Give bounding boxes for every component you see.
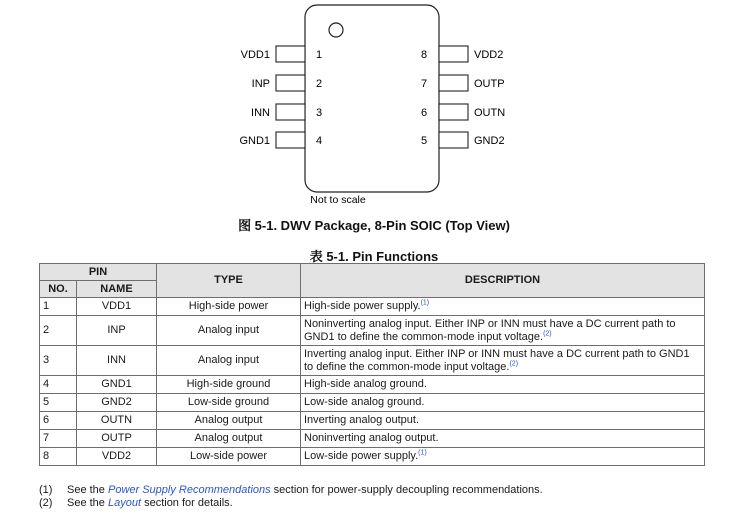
pin-no: 3 [40, 346, 77, 376]
pin-description [301, 346, 705, 376]
pin-lead [276, 75, 305, 91]
name-header: NAME [77, 281, 157, 298]
pin-type: High-side ground [157, 376, 301, 394]
package-diagram [0, 0, 748, 212]
pin-number: 3 [316, 107, 323, 119]
type-header: TYPE [157, 264, 301, 298]
pin-type: Analog input [157, 346, 301, 376]
pin-no: 4 [40, 376, 77, 394]
footnote-number: (1) [39, 484, 53, 496]
pin-name: GND1 [77, 376, 157, 394]
description-text: Inverting analog output. [304, 414, 419, 426]
table-row [40, 298, 705, 316]
pin-no: 6 [40, 412, 77, 430]
pin-description [301, 298, 705, 316]
pin-number: 8 [421, 49, 428, 61]
pin-lead [439, 132, 468, 148]
pin-no: 8 [40, 448, 77, 466]
pin-description [301, 412, 705, 430]
pin-lead [439, 104, 468, 120]
pin-no: 2 [40, 316, 77, 346]
pin-description [301, 316, 705, 346]
pin-header: PIN [40, 264, 157, 281]
table-row [40, 430, 705, 448]
pin-name: OUTN [77, 412, 157, 430]
pin-name: VDD1 [77, 298, 157, 316]
footnote-text-post: section for details. [141, 497, 233, 509]
pin-type: Analog output [157, 430, 301, 448]
pin-name: VDD1 [240, 49, 270, 61]
pin-name: OUTP [474, 78, 505, 90]
description-text: Noninverting analog input. Either INP or INN must have a DC current path to GND1 to define the common-mode input voltage. [304, 317, 676, 343]
pin1-marker [329, 23, 343, 37]
pin-number: 1 [316, 49, 323, 61]
power-supply-recommendations-link[interactable]: Power Supply Recommendations [107, 484, 271, 496]
pin-type: High-side power [157, 298, 301, 316]
pin-name: INP [251, 78, 270, 90]
pin-name: OUTN [474, 107, 506, 119]
scale-note: Not to scale [310, 194, 366, 206]
pin-lead [439, 75, 468, 91]
pin-name: INP [77, 316, 157, 346]
description-text: Noninverting analog output. [304, 432, 439, 444]
table-row [40, 394, 705, 412]
table-caption: 表 5-1. Pin Functions [309, 249, 439, 264]
pin-name: GND1 [239, 135, 270, 147]
description-text: High-side analog ground. [304, 378, 427, 390]
footnote-ref[interactable]: (1) [418, 449, 427, 457]
footnote-text-pre: See the [67, 497, 108, 509]
pin-functions-table [39, 263, 705, 466]
footnote-ref[interactable]: (2) [543, 329, 552, 337]
pin-number: 6 [421, 107, 428, 119]
layout-link[interactable]: Layout [107, 497, 142, 509]
pin-number: 4 [316, 135, 323, 147]
footnote-1 [39, 484, 543, 496]
description-header: DESCRIPTION [301, 264, 705, 298]
description-text: High-side power supply. [304, 300, 421, 312]
footnote-text-post: section for power-supply decoupling recommendations. [270, 484, 543, 496]
pin-description [301, 448, 705, 466]
pin-no: 1 [40, 298, 77, 316]
pin-description [301, 394, 705, 412]
no-header: NO. [40, 281, 77, 298]
pin-lead [276, 46, 305, 62]
table-row [40, 316, 705, 346]
table-row [40, 376, 705, 394]
pin-type: Analog output [157, 412, 301, 430]
description-text: Low-side analog ground. [304, 396, 425, 408]
pin-number: 2 [316, 78, 323, 90]
pin-name: GND2 [474, 135, 505, 147]
description-text: Inverting analog input. Either INP or INN must have a DC current path to GND1 to define the common-mode input voltage. [304, 347, 690, 373]
footnote-text-pre: See the [67, 484, 108, 496]
pin-description [301, 376, 705, 394]
description-text: Low-side power supply. [304, 450, 419, 462]
pin-name: VDD2 [77, 448, 157, 466]
pin-name: OUTP [77, 430, 157, 448]
table-row [40, 412, 705, 430]
pin-name: INN [251, 107, 270, 119]
pin-name: VDD2 [474, 49, 504, 61]
pin-lead [276, 132, 305, 148]
table-row [40, 448, 705, 466]
footnote-ref[interactable]: (1) [420, 299, 430, 307]
figure-caption: 图 5-1. DWV Package, 8-Pin SOIC (Top View) [238, 218, 510, 233]
pin-type: Low-side power [157, 448, 301, 466]
table-row [40, 346, 705, 376]
pin-number: 7 [421, 78, 428, 90]
pin-name: INN [77, 346, 157, 376]
pin-description [301, 430, 705, 448]
pin-lead [439, 46, 468, 62]
pin-name: GND2 [77, 394, 157, 412]
pin-no: 7 [40, 430, 77, 448]
pin-type: Analog input [157, 316, 301, 346]
pin-type: Low-side ground [157, 394, 301, 412]
pin-lead [276, 104, 305, 120]
package-body [305, 5, 439, 192]
footnote-2 [39, 497, 233, 509]
pin-no: 5 [40, 394, 77, 412]
footnote-number: (2) [39, 497, 53, 509]
pin-number: 5 [421, 135, 428, 147]
footnote-ref[interactable]: (2) [509, 359, 519, 367]
